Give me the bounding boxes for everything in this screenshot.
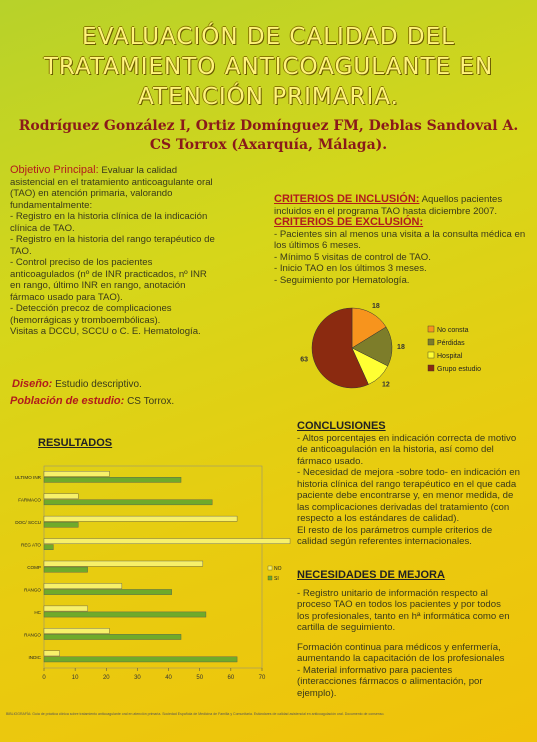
- bar: [44, 522, 78, 527]
- exclusion-pie-chart: [300, 296, 520, 400]
- legend-label: No consta: [437, 327, 469, 334]
- pie-value-label: 18: [371, 303, 380, 311]
- objective-line: asistencial en el tratamiento anticoagulante oral: [10, 176, 213, 188]
- needs-line: - Material informativo para pacientes: [297, 664, 453, 676]
- needs-section: [297, 570, 537, 699]
- bar: [44, 657, 237, 662]
- objective-line: anticoagulados (nº de INR practicados, nº INR: [10, 268, 207, 280]
- category-label: RANGO: [24, 587, 41, 593]
- legend-label: SI: [274, 576, 279, 582]
- design-text: Estudio descriptivo.: [55, 379, 142, 390]
- exclusion-line: - Inicio TAO en los últimos 3 meses.: [274, 263, 427, 274]
- pie-value-label: 12: [382, 381, 390, 389]
- objective-line: TAO.: [10, 245, 32, 257]
- objective-line: fármaco usado para TAO).: [10, 291, 123, 303]
- conclusions-section: [297, 421, 537, 548]
- x-tick-label: 50: [196, 675, 204, 681]
- bar: [44, 583, 122, 588]
- bar: [44, 651, 60, 656]
- x-tick-label: 40: [165, 675, 172, 681]
- title-line-1: EVALUACIÓN DE CALIDAD DEL: [82, 24, 455, 50]
- bar: [44, 500, 212, 505]
- results-bar-chart: [4, 460, 294, 688]
- pie-value-label: 18: [397, 343, 405, 351]
- authors-line-2: CS Torrox (Axarquía, Málaga).: [149, 137, 388, 153]
- exclusion-line: los últimos 6 meses.: [274, 240, 361, 251]
- category-label: INDIC: [28, 654, 41, 660]
- legend-swatch: [268, 576, 272, 580]
- bar: [44, 539, 290, 544]
- needs-line: proceso TAO en todos los pacientes y por todos: [297, 599, 501, 610]
- inclusion-line: Aquellos pacientes: [421, 194, 503, 205]
- category-label: REG ATO: [21, 542, 41, 548]
- bar: [44, 589, 172, 594]
- design-heading: Diseño:: [12, 378, 53, 390]
- inclusion-line: incluidos en el programa TAO hasta diciembre 2007.: [274, 205, 498, 217]
- category-label: HC: [34, 609, 41, 615]
- conclusion-line: de anticoagulación en la historia, así como del: [297, 444, 494, 455]
- conclusion-line: paciente debe encontrarse y, en menor medida, de: [297, 490, 514, 501]
- conclusions-heading: CONCLUSIONES: [297, 420, 386, 432]
- conclusion-line: respecto a los estándares de calidad).: [297, 513, 460, 524]
- bar: [44, 612, 206, 617]
- needs-line: los profesionales, tanto en hª informática como en: [297, 610, 510, 622]
- population-heading: Población de estudio:: [10, 395, 125, 407]
- conclusion-line: fármaco usado.: [297, 455, 364, 467]
- authors-line-1: Rodríguez González I, Ortiz Domínguez FM, Deblas Sandoval A.: [18, 118, 519, 134]
- category-label: COMP: [27, 565, 41, 570]
- needs-line: (interacciones fármacos o alimentación, por: [297, 676, 483, 687]
- criteria-section: [274, 194, 536, 286]
- design-section: [12, 379, 262, 391]
- x-tick-label: 60: [227, 675, 235, 681]
- conclusion-line: - Altos porcentajes en indicación correcta de motivo: [297, 432, 517, 444]
- x-tick-label: 10: [71, 675, 79, 681]
- poster-title: [0, 22, 537, 112]
- needs-line: cartilla de seguimiento.: [297, 622, 396, 633]
- objective-line: fundamentalmente:: [10, 199, 93, 211]
- objective-line: - Registro en la historia del rango terapéutico de: [10, 234, 215, 245]
- bar: [44, 471, 109, 476]
- footer-references: BIBLIOGRAFÍA: Guía de práctica clínica sobre tratamiento anticoagulante oral en atención primaria. Sociedad Española de Medicina de Familia y Comunitaria. Estándares de calidad asistencial en anticoagulación oral. Documento de consenso.: [6, 712, 385, 716]
- bar: [44, 606, 88, 611]
- bar: [44, 628, 109, 633]
- bar: [44, 477, 181, 482]
- bar: [44, 561, 203, 566]
- bar: [44, 634, 181, 639]
- objective-line: en rango, último INR en rango, anotación: [10, 280, 186, 291]
- category-label: FARMACO: [18, 497, 41, 503]
- category-label: DOC/ SCCU: [15, 520, 41, 526]
- objective-heading: Objetivo Principal:: [10, 164, 99, 176]
- needs-line: ejemplo).: [297, 687, 337, 699]
- x-tick-label: 20: [102, 675, 110, 681]
- objective-line: - Detección precoz de complicaciones: [10, 303, 172, 314]
- legend-label: Grupo estudio: [437, 366, 481, 373]
- title-line-2: TRATAMIENTO ANTICOAGULANTE EN: [43, 54, 494, 80]
- conclusion-line: - Necesidad de mejora -sobre todo- en indicación en: [297, 467, 520, 478]
- objective-line: - Registro en la historia clínica de la indicación: [10, 211, 208, 222]
- category-label: ULTIMO INR: [14, 475, 41, 481]
- objective-line: Evaluar la calidad: [101, 165, 178, 176]
- category-label: RANGO: [24, 632, 41, 638]
- x-tick-label: 30: [134, 675, 141, 681]
- legend-swatch: [428, 339, 434, 345]
- exclusion-line: - Mínimo 5 visitas de control de TAO.: [274, 251, 431, 263]
- x-tick-label: 0: [42, 675, 46, 681]
- objective-line: clínica de TAO.: [10, 222, 75, 234]
- x-tick-label: 70: [258, 675, 266, 681]
- objective-line: (hemorrágicas y tromboembólicas).: [10, 314, 161, 326]
- population-section: [10, 396, 260, 408]
- needs-line: aumentando la capacitación de los profesionales: [297, 653, 505, 664]
- needs-heading: NECESIDADES DE MEJORA: [297, 569, 445, 581]
- results-heading: RESULTADOS: [38, 437, 113, 449]
- conclusion-line: calidad según referentes internacionales.: [297, 536, 472, 547]
- bar: [44, 516, 237, 521]
- authors: [0, 117, 537, 155]
- exclusion-heading: CRITERIOS DE EXCLUSIÓN:: [274, 216, 424, 228]
- spacer: [297, 634, 537, 642]
- conclusion-line: El resto de los parámetros cumple criterios de: [297, 524, 493, 536]
- legend-swatch: [268, 566, 272, 570]
- needs-line: - Registro unitario de información respecto al: [297, 587, 488, 599]
- pie-value-label: 63: [300, 356, 308, 364]
- bar: [44, 545, 53, 550]
- bar: [44, 494, 78, 499]
- needs-line: Formación continua para médicos y enfermería,: [297, 641, 501, 653]
- title-line-3: ATENCIÓN PRIMARIA.: [138, 84, 399, 110]
- conclusion-line: historia clínica del rango terapéutico en el que cada: [297, 478, 517, 490]
- objective-line: - Control preciso de los pacientes: [10, 257, 153, 268]
- objective-section: [10, 165, 273, 338]
- objective-line: Visitas a DCCU, SCCU o C. E. Hematología.: [10, 326, 201, 337]
- inclusion-heading: CRITERIOS DE INCLUSIÓN:: [274, 193, 420, 205]
- objective-line: (TAO) en atención primaria, valorando: [10, 188, 173, 199]
- exclusion-line: - Pacientes sin al menos una visita a la consulta médica en: [274, 228, 526, 240]
- legend-swatch: [428, 352, 434, 358]
- legend-label: Pérdidas: [437, 340, 465, 347]
- legend-label: NO: [274, 566, 282, 572]
- exclusion-line: - Seguimiento por Hematología.: [274, 274, 410, 286]
- legend-label: Hospital: [437, 353, 463, 360]
- legend-swatch: [428, 365, 434, 371]
- conclusion-line: las complicaciones derivadas del tratamiento (con: [297, 501, 510, 513]
- legend-swatch: [428, 326, 434, 332]
- population-text: CS Torrox.: [127, 396, 175, 407]
- bar: [44, 567, 88, 572]
